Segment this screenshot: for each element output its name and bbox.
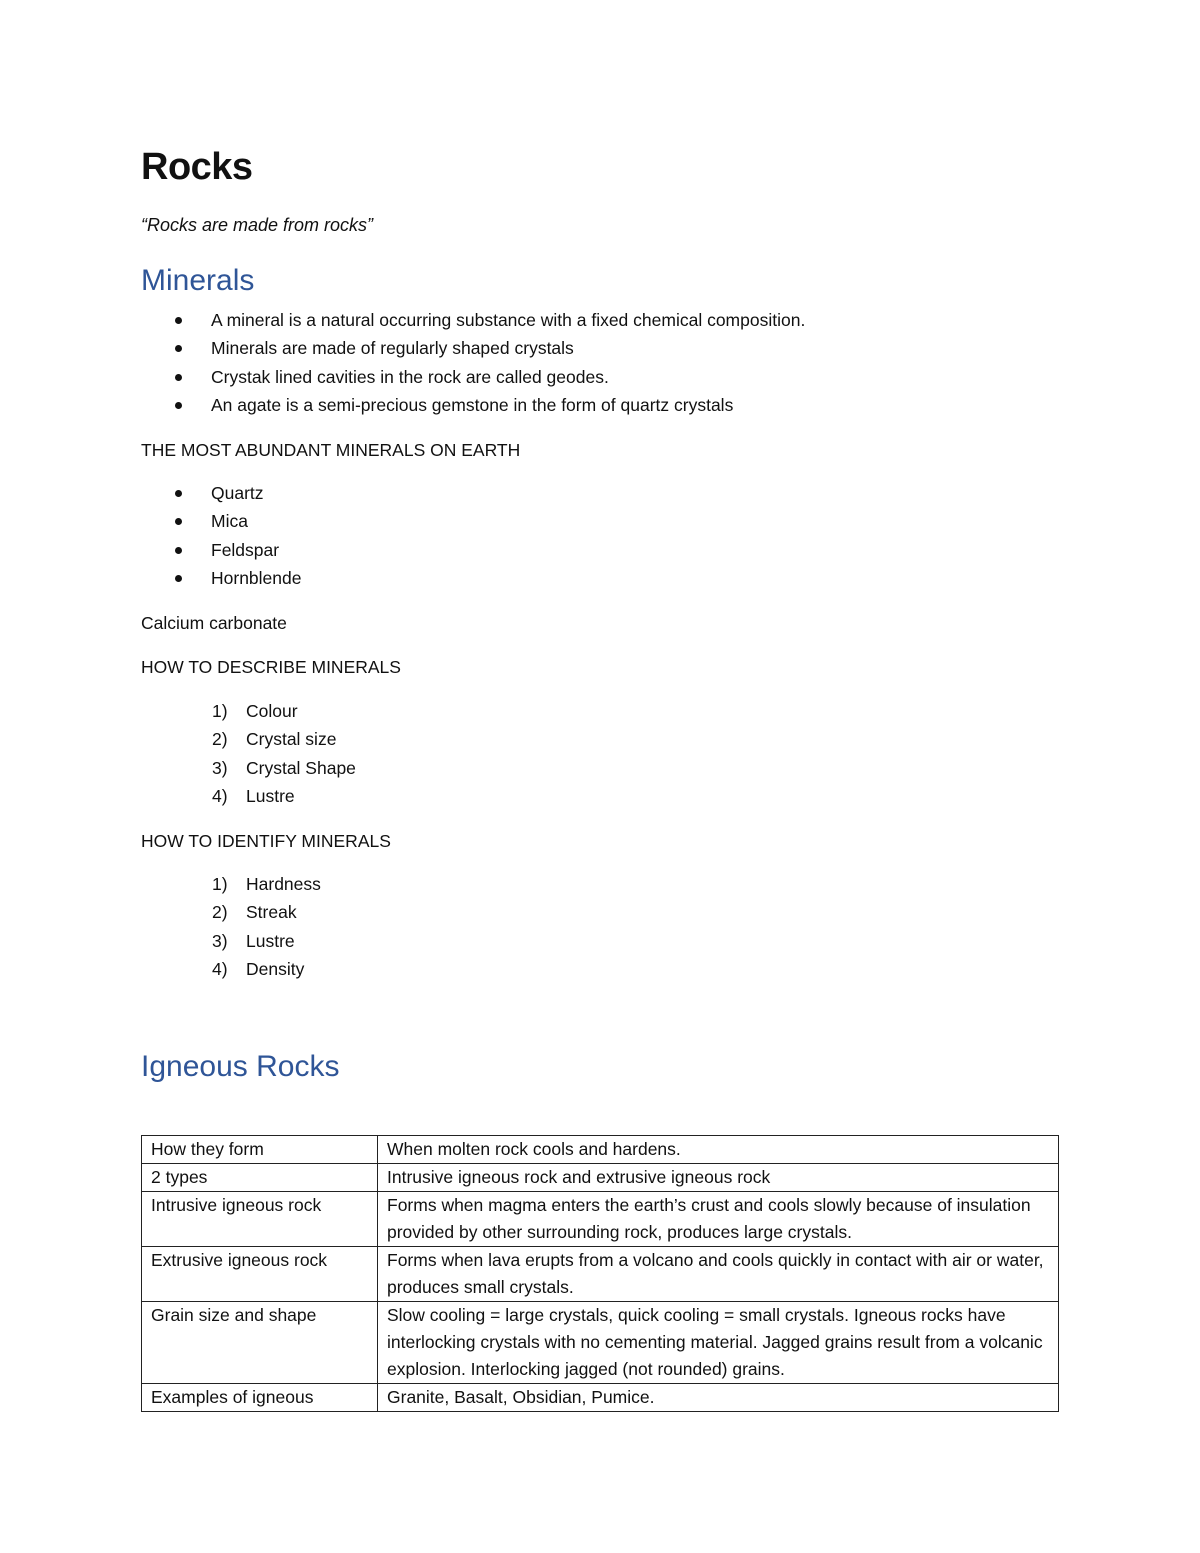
identify-minerals-list: [141, 870, 321, 983]
list-item: 1) Colour: [212, 701, 298, 721]
list-item: Minerals are made of regularly shaped crystals: [141, 334, 805, 362]
bullet-icon: [175, 490, 182, 497]
quote: “Rocks are made from rocks”: [141, 215, 374, 235]
describe-heading: HOW TO DESCRIBE MINERALS: [141, 657, 401, 677]
table-label-cell: Examples of igneous: [142, 1384, 378, 1412]
table-value-cell: Slow cooling = large crystals, quick cooling = small crystals. Igneous rocks have interlocking crystals with no cementing material. Jagged grains result from a volcanic explosion. Interlocking jagged (not rounded) grains.: [378, 1302, 1059, 1384]
list-item: 3) Crystal Shape: [212, 757, 356, 778]
list-item: A mineral is a natural occurring substance with a fixed chemical composition.: [141, 306, 805, 334]
list-item: 4) Lustre: [212, 785, 295, 806]
abundant-heading: THE MOST ABUNDANT MINERALS ON EARTH: [141, 440, 521, 460]
table-row: [142, 1302, 1059, 1384]
list-item: 2) Streak: [212, 902, 297, 923]
list-item: 2) Crystal size: [212, 729, 337, 750]
list-item: 1) Hardness: [212, 874, 321, 894]
bullet-icon: [175, 374, 182, 381]
list-item: Mica: [141, 507, 301, 535]
list-item: An agate is a semi-precious gemstone in the form of quartz crystals: [141, 391, 805, 419]
table-value-cell: Intrusive igneous rock and extrusive igneous rock: [378, 1164, 1059, 1192]
table-label-cell: 2 types: [142, 1164, 378, 1192]
table-row: [142, 1164, 1059, 1192]
table-label-cell: Intrusive igneous rock: [142, 1192, 378, 1247]
list-item: Quartz: [141, 479, 301, 507]
minerals-heading: Minerals: [141, 264, 255, 297]
bullet-icon: [175, 345, 182, 352]
list-item: 4) Density: [212, 958, 305, 979]
calcium-carbonate-text: Calcium carbonate: [141, 613, 287, 633]
table-row: [142, 1384, 1059, 1412]
table-row: [142, 1192, 1059, 1247]
bullet-icon: [175, 317, 182, 324]
identify-heading: HOW TO IDENTIFY MINERALS: [141, 831, 391, 851]
bullet-icon: [175, 518, 182, 525]
bullet-icon: [175, 575, 182, 582]
igneous-heading: Igneous Rocks: [141, 1050, 340, 1083]
list-item: 3) Lustre: [212, 930, 295, 951]
table-row: [142, 1136, 1059, 1164]
describe-minerals-list: [141, 697, 356, 810]
table-label-cell: How they form: [142, 1136, 378, 1164]
list-item: Crystak lined cavities in the rock are called geodes.: [141, 363, 805, 391]
abundant-minerals-list: [141, 479, 301, 592]
table-value-cell: When molten rock cools and hardens.: [378, 1136, 1059, 1164]
page-title: Rocks: [141, 146, 253, 188]
igneous-table: [141, 1135, 1059, 1412]
bullet-icon: [175, 547, 182, 554]
list-item: Hornblende: [141, 564, 301, 592]
table-value-cell: Forms when lava erupts from a volcano and cools quickly in contact with air or water, produces small crystals.: [378, 1247, 1059, 1302]
table-label-cell: Grain size and shape: [142, 1302, 378, 1384]
list-item: Feldspar: [141, 536, 301, 564]
table-value-cell: Granite, Basalt, Obsidian, Pumice.: [378, 1384, 1059, 1412]
bullet-icon: [175, 402, 182, 409]
minerals-bullet-list: [141, 306, 805, 419]
table-value-cell: Forms when magma enters the earth’s crust and cools slowly because of insulation provided by other surrounding rock, produces large crystals.: [378, 1192, 1059, 1247]
table-row: [142, 1247, 1059, 1302]
table-label-cell: Extrusive igneous rock: [142, 1247, 378, 1302]
